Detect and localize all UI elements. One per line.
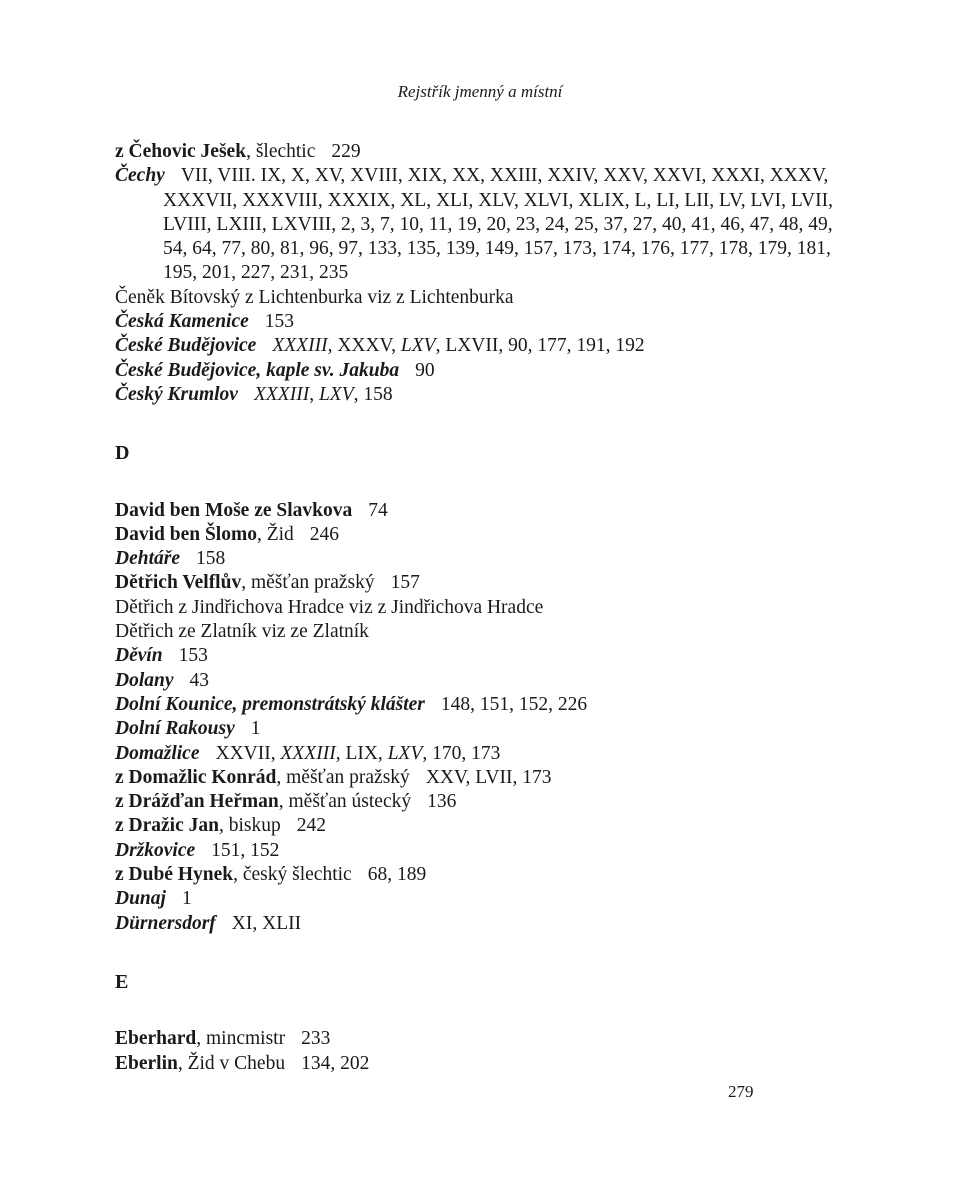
entry-pages: XI, XLII [231,912,302,934]
entry-pages: 90 [415,359,435,381]
entry-name: Český Krumlov [115,383,238,405]
entry-name: David ben Šlomo [115,523,257,545]
index-entry [115,547,845,571]
entry-name: Dehtáře [115,548,180,570]
entry-name: Domažlice [115,742,200,764]
entry-name: Dolní Rakousy [115,718,235,740]
entry-pages: 148, 151, 152, 226 [440,693,588,715]
entry-pages: 1 [250,718,261,740]
entry-name: Dunaj [115,888,166,910]
index-content [115,140,845,1076]
entry-desc: , Žid v Chebu [177,1052,286,1074]
entry-name: Eberlin [115,1052,178,1074]
entry-pages: 136 [427,791,457,813]
entry-pages: 229 [331,141,361,162]
section-heading-e: E [115,970,129,993]
index-entry-crossref: Dětřich z Jindřichova Hradce viz z Jindřichova Hradce [115,596,544,618]
entry-pages: 43 [189,669,209,691]
entry-pages: XXXIII [272,335,328,357]
entry-name: David ben Moše ze Slavkova [115,499,353,521]
index-entry [115,887,845,911]
index-entry [115,912,845,936]
entry-pages: 242 [296,815,326,837]
index-entry [115,669,845,693]
page-number: 279 [728,1082,754,1101]
entry-name: České Budějovice [115,335,257,357]
entry-pages: XXVII, [215,742,281,764]
entry-name: z Domažlic Konrád [115,766,277,788]
index-entry [115,140,845,164]
index-entry [115,499,845,523]
entry-desc: , měšťan pražský [241,572,375,594]
index-entry [115,790,845,814]
entry-name: Dolany [115,669,174,691]
entry-desc: , Žid [256,523,294,545]
entry-pages: 246 [309,523,340,545]
entry-pages: LXV [387,742,423,764]
entry-name: z Čehovic Ješek [115,141,247,162]
entry-name: Čechy [115,165,165,187]
index-entry [115,383,845,407]
entry-desc: , biskup [218,815,281,837]
index-entry [115,717,845,741]
entry-name: Dürnersdorf [115,912,216,934]
index-entry-crossref: Čeněk Bítovský z Lichtenburka viz z Lichtenburka [115,286,514,308]
entry-name: z Dubé Hynek [115,864,234,886]
entry-desc: , mincmistr [196,1028,286,1050]
index-entry [115,523,845,547]
entry-desc: , šlechtic [246,141,316,162]
entry-pages: 68, 189 [367,864,427,886]
index-entry [115,571,845,595]
entry-name: z Dražic Jan [115,815,219,837]
entry-name: Držkovice [115,839,196,861]
index-entry [115,334,845,358]
entry-pages: , LXVII, 90, 177, 191, 192 [435,335,645,357]
index-entry [115,742,845,766]
entry-pages: LXV [318,383,354,405]
entry-pages: 134, 202 [301,1052,370,1074]
index-entry [115,693,845,717]
entry-pages: VII, VIII. IX, X, XV, XVIII, XIX, XX, XXIII, XXIV, XXV, XXVI, XXXI, XXXV, XXXVII, XXXVIII, XXXIX, XL, XLI, XLV, XLVI, XLIX, L, LI, LII, LV, LVI, LVII, LVIII, LXIII, LXVIII, 2, 3, 7, 10, 11, 19, 20, 23, 24, 25, 37, 27, 40, 41, 46, 47, 48, 49, 54, 64, 77, 80, 81, 96, 97, 133, 135, 139, 149, 157, 173, 174, 176, 177, 178, 179, 181, 195, 201, 227, 231, 235 [163,165,833,284]
entry-name: z Drážďan Heřman [115,791,279,813]
entry-pages: 74 [368,499,388,521]
entry-pages: , XXXV, [327,335,401,357]
entry-pages: 153 [178,645,208,667]
index-entry [115,814,845,838]
index-entry [115,164,845,285]
index-entry [115,839,845,863]
entry-pages: 1 [181,888,192,910]
entry-name: Dolní Kounice, premonstrátský klášter [115,693,425,715]
entry-pages: XXXIII [253,383,310,405]
index-entry-crossref: Dětřich ze Zlatník viz ze Zlatník [115,621,369,643]
entry-desc: , měšťan pražský [276,766,410,788]
index-entry [115,1027,845,1051]
entry-desc: , měšťan ústecký [278,791,412,813]
index-entry [115,644,845,668]
section-heading-d: D [115,442,130,465]
entry-pages: XXV, LVII, 173 [425,766,552,788]
entry-pages: 158 [196,548,226,570]
index-entry [115,766,845,790]
entry-pages: , 158 [353,383,393,405]
entry-pages: LXV [400,335,436,357]
entry-pages: , 170, 173 [422,742,501,764]
entry-name: Eberhard [115,1028,197,1050]
running-header: Rejstřík jmenný a místní [397,82,563,101]
entry-pages: 233 [301,1028,331,1050]
entry-pages: XXXIII [280,742,336,764]
entry-pages: 153 [264,311,295,333]
entry-name: Děvín [115,645,163,667]
entry-desc: , český šlechtic [233,864,352,886]
entry-pages: 151, 152 [211,839,280,861]
entry-name: Dětřich Velflův [115,572,242,594]
index-entry [115,1052,845,1076]
entry-name: České Budějovice, kaple sv. Jakuba [115,359,400,381]
entry-pages: , [309,383,319,405]
index-entry [115,310,845,334]
entry-pages: , LIX, [335,742,388,764]
entry-name: Česká Kamenice [115,311,249,333]
index-entry [115,359,845,383]
index-entry [115,863,845,887]
entry-pages: 157 [390,572,420,594]
